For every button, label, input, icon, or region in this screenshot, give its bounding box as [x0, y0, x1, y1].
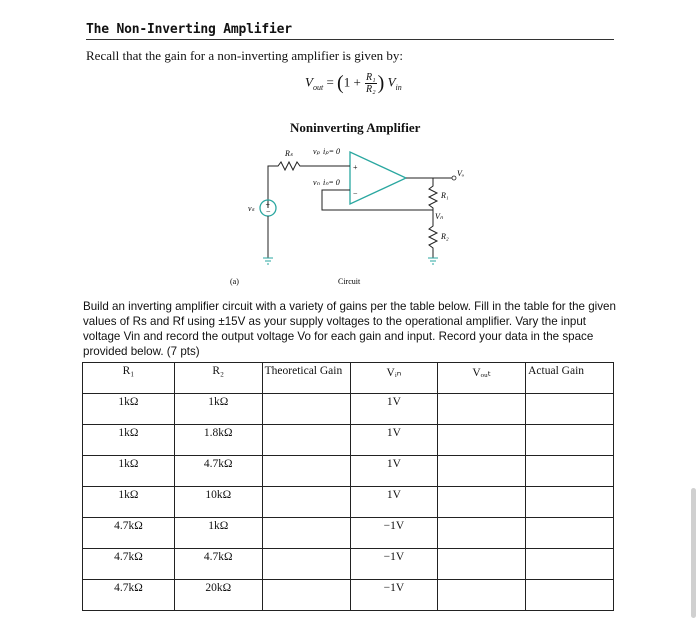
cell-actual-gain[interactable] — [526, 549, 614, 580]
label-vs: vₛ — [248, 204, 255, 213]
cell-vout[interactable] — [438, 549, 526, 580]
output-terminal — [452, 176, 456, 180]
table-row — [83, 580, 614, 611]
label-minus: − — [353, 189, 358, 198]
intro-text: Recall that the gain for a non-inverting amplifier is given by: — [86, 48, 403, 63]
table-row — [83, 394, 614, 425]
cell-vin: −1V — [350, 580, 438, 611]
cell-r1: 1kΩ — [83, 394, 175, 425]
label-r2: R₂ — [441, 232, 449, 241]
cell-vout[interactable] — [438, 518, 526, 549]
ground-icon — [428, 258, 438, 264]
cell-r2: 1kΩ — [174, 518, 262, 549]
formula-rhs: V — [387, 74, 396, 90]
cell-r2: 4.7kΩ — [174, 549, 262, 580]
label-rs: Rₛ — [285, 149, 293, 158]
formula-rhs-sub: in — [395, 83, 402, 93]
vertical-scrollbar[interactable] — [691, 488, 696, 618]
cell-r1: 1kΩ — [83, 456, 175, 487]
cell-actual-gain[interactable] — [526, 518, 614, 549]
cell-vin: 1V — [350, 456, 438, 487]
cell-r1: 1kΩ — [83, 487, 175, 518]
data-table — [82, 362, 614, 611]
label-plus: + — [353, 163, 358, 172]
source-plus: + — [265, 200, 271, 209]
ground-icon — [263, 258, 273, 264]
cell-vin: 1V — [350, 487, 438, 518]
cell-actual-gain[interactable] — [526, 394, 614, 425]
label-vp: vₚ — [313, 147, 320, 156]
label-ip: iₚ= 0 — [323, 147, 341, 156]
cell-actual-gain[interactable] — [526, 425, 614, 456]
cell-actual-gain[interactable] — [526, 487, 614, 518]
cell-vin: −1V — [350, 549, 438, 580]
cell-vout[interactable] — [438, 580, 526, 611]
label-vn: vₙ — [313, 178, 320, 187]
header-vin: Vᵢₙ — [350, 363, 438, 394]
table-row — [83, 549, 614, 580]
formula-one-plus: 1 + — [343, 74, 361, 90]
gain-formula — [305, 72, 402, 95]
cell-theoretical-gain[interactable] — [262, 456, 350, 487]
cell-theoretical-gain[interactable] — [262, 425, 350, 456]
header-r1: R₁ — [83, 363, 175, 394]
source-minus: − — [266, 207, 271, 216]
formula-fraction — [365, 72, 377, 95]
instructions-text: Build an inverting amplifier circuit with a variety of gains per the table below. Fill in the table for the given values of Rs and Rf using ±15V as your supply voltages to the operational amplifier. Vary the input voltage Vin and record the output voltage Vo for each gain and input. Record your data in the space provided below. (7 pts) — [83, 300, 616, 358]
header-actual-gain: Actual Gain — [526, 363, 614, 394]
formula-numerator: R₁ — [366, 72, 376, 83]
label-vn-node: Vₙ — [435, 212, 444, 221]
table-row — [83, 518, 614, 549]
formula-equals: = — [326, 74, 334, 90]
cell-theoretical-gain[interactable] — [262, 549, 350, 580]
title-divider — [86, 39, 614, 40]
feedback-wire — [322, 190, 433, 210]
formula-denominator: R₂ — [366, 84, 376, 95]
cell-theoretical-gain[interactable] — [262, 487, 350, 518]
formula-lhs: V — [305, 74, 313, 90]
cell-theoretical-gain[interactable] — [262, 580, 350, 611]
cell-r1: 4.7kΩ — [83, 580, 175, 611]
cell-theoretical-gain[interactable] — [262, 394, 350, 425]
cell-vout[interactable] — [438, 487, 526, 518]
formula-lhs-sub: out — [312, 83, 324, 93]
caption-a: (a) — [230, 277, 239, 286]
cell-r2: 20kΩ — [174, 580, 262, 611]
op-amp-symbol — [350, 152, 406, 204]
cell-r1: 4.7kΩ — [83, 518, 175, 549]
label-in: iₙ= 0 — [323, 178, 340, 187]
table-row — [83, 487, 614, 518]
cell-vin: 1V — [350, 394, 438, 425]
label-r1: R₁ — [441, 191, 449, 200]
header-r2: R₂ — [174, 363, 262, 394]
cell-vin: −1V — [350, 518, 438, 549]
cell-vout[interactable] — [438, 456, 526, 487]
table-row — [83, 425, 614, 456]
cell-theoretical-gain[interactable] — [262, 518, 350, 549]
header-theoretical-gain: Theoretical Gain — [262, 363, 350, 394]
circuit-caption: Circuit — [338, 277, 361, 286]
cell-actual-gain[interactable] — [526, 456, 614, 487]
table-row — [83, 456, 614, 487]
circuit-diagram — [230, 138, 470, 288]
r1-r2-divider — [406, 178, 437, 258]
page-title: The Non-Inverting Amplifier — [86, 22, 292, 37]
cell-r2: 10kΩ — [174, 487, 262, 518]
formula-open-paren: ( — [337, 72, 344, 94]
circuit-title: Noninverting Amplifier — [290, 120, 421, 135]
cell-vout[interactable] — [438, 394, 526, 425]
label-vo: Vₒ — [457, 169, 465, 178]
cell-actual-gain[interactable] — [526, 580, 614, 611]
header-vout: Vₒᵤₜ — [438, 363, 526, 394]
formula-close-paren: ) — [377, 72, 385, 94]
cell-vout[interactable] — [438, 425, 526, 456]
table-header-row — [83, 363, 614, 394]
cell-r2: 4.7kΩ — [174, 456, 262, 487]
cell-r1: 1kΩ — [83, 425, 175, 456]
cell-r2: 1.8kΩ — [174, 425, 262, 456]
cell-r1: 4.7kΩ — [83, 549, 175, 580]
cell-r2: 1kΩ — [174, 394, 262, 425]
cell-vin: 1V — [350, 425, 438, 456]
